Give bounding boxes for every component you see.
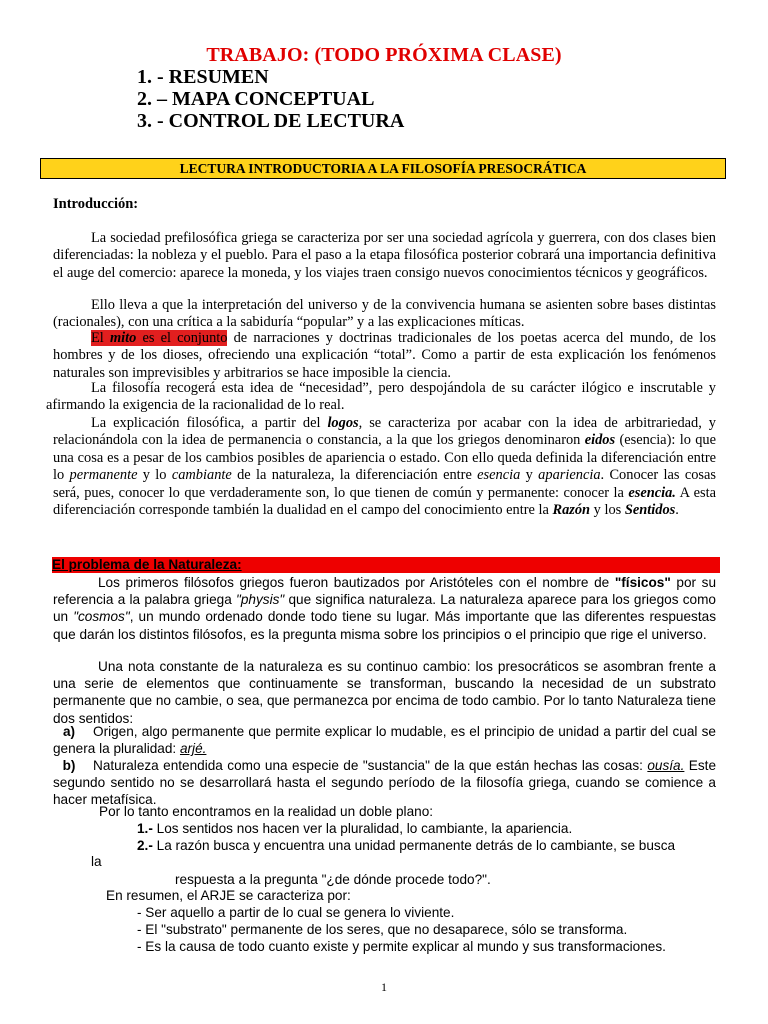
intro-paragraph-4: La filosofía recogerá esta idea de “necesidad”, pero despojándola de su carácter ilógico e inscrutable y afirmando la exigencia de la racionalidad de lo real. bbox=[46, 380, 716, 414]
plane-item-2: 2.- La razón busca y encuentra una unidad permanente detrás de lo cambiante, se busca bbox=[137, 838, 676, 853]
page-number: 1 bbox=[381, 980, 387, 994]
doble-plano-line: Por lo tanto encontramos en la realidad un doble plano: bbox=[99, 804, 434, 819]
intro-paragraph-2: Ello lleva a que la interpretación del universo y de la convivencia humana se asienten sobre bases distintas (racionales), con una crítica a la sabiduría “popular” y a las explicaciones míticas. bbox=[53, 297, 716, 331]
page-title: TRABAJO: (TODO PRÓXIMA CLASE) bbox=[206, 44, 562, 66]
list-item: - Ser aquello a partir de lo cual se genera lo viviente. bbox=[137, 905, 455, 920]
plane-item-1: 1.- Los sentidos nos hacen ver la pluralidad, lo cambiante, la apariencia. bbox=[137, 821, 573, 836]
list-item: - Es la causa de todo cuanto existe y permite explicar al mundo y sus transformaciones. bbox=[137, 939, 666, 954]
task-list bbox=[137, 66, 404, 132]
plane-item-2-tail: respuesta a la pregunta "¿de dónde procede todo?". bbox=[175, 872, 491, 887]
arje-summary-intro: En resumen, el ARJE se caracteriza por: bbox=[106, 888, 351, 903]
reading-banner: LECTURA INTRODUCTORIA A LA FILOSOFÍA PRESOCRÁTICA bbox=[40, 158, 726, 179]
plane-item-2-continuation: la bbox=[91, 854, 102, 869]
sense-b: b) Naturaleza entendida como una especie de "sustancia" de la que están hechas las cosas: ousía. Este segundo sentido no se desarrollará hasta el segundo período de la filosofía griega, cuando se comience a hacer metafísica. bbox=[53, 758, 717, 808]
naturaleza-heading: El problema de la Naturaleza: bbox=[52, 557, 720, 573]
intro-paragraph-5: La explicación filosófica, a partir del logos, se caracteriza por acabar con la idea de arbitrariedad, y relacionándola con la idea de permanencia o constancia, a la que los griegos denominaron eidos (esencia): lo que una cosa es a pesar de los cambios posibles de apariencia o estado. Con ello queda definida la diferenciación entre lo permanente y lo cambiante de la naturaleza, la diferenciación entre esencia y apariencia. Conocer las cosas será, pues, conocer lo que verdaderamente son, lo que tienen de común y permanente: conocer la esencia. A esta diferenciación corresponde también la dualidad en el campo del conocimiento entre la Razón y los Sentidos. bbox=[53, 415, 717, 519]
task-item: 2. – MAPA CONCEPTUAL bbox=[137, 88, 375, 110]
intro-paragraph-3: El mito es el conjunto de narraciones y doctrinas tradicionales de los poetas acerca del mundo, de los hombres y de los dioses, ofreciendo una explicación “total”. Como a partir de esta explicación los fenómenos naturales son imprevisibles y arbitrarios se hace imposible la ciencia. bbox=[53, 330, 716, 381]
naturaleza-paragraph-2: Una nota constante de la naturaleza es su continuo cambio: los presocráticos se asombran frente a una serie de elementos que continuamente se transforman, buscando la necesidad de un substrato permanente que no cambie, o sea, que permanezca por encima de todo cambio. Por lo tanto Naturaleza tiene dos sentidos: bbox=[53, 659, 716, 726]
sense-a: a) Origen, algo permanente que permite explicar lo mudable, es el principio de unidad a partir del cual se genera la pluralidad: arjé. bbox=[53, 724, 716, 757]
task-item: 3. - CONTROL DE LECTURA bbox=[137, 110, 405, 132]
mito-highlight: El mito es el conjunto bbox=[91, 330, 228, 346]
intro-paragraph-1: La sociedad prefilosófica griega se caracteriza por ser una sociedad agrícola y guerrera, con dos clases bien diferenciadas: la nobleza y el pueblo. Para el paso a la etapa filosófica posterior cobrará una importancia definitiva el auge del comercio: aparece la moneda, y los viajes traen consigo nuevos conocimientos técnicos y geográficos. bbox=[53, 230, 716, 281]
list-item: - El "substrato" permanente de los seres, que no desaparece, sólo se transforma. bbox=[137, 922, 628, 937]
intro-heading: Introducción: bbox=[53, 196, 139, 212]
task-item: 1. - RESUMEN bbox=[137, 66, 269, 88]
naturaleza-paragraph-1: Los primeros filósofos griegos fueron bautizados por Aristóteles con el nombre de "físicos" por su referencia a la palabra griega "physis" que significa naturaleza. La naturaleza aparece para los griegos como un "cosmos", un mundo ordenado donde todo tiene su lugar. Más importante que las diferentes respuestas que darán los distintos filósofos, es la pregunta misma sobre los principios o el principio que rige el universo. bbox=[53, 575, 717, 642]
